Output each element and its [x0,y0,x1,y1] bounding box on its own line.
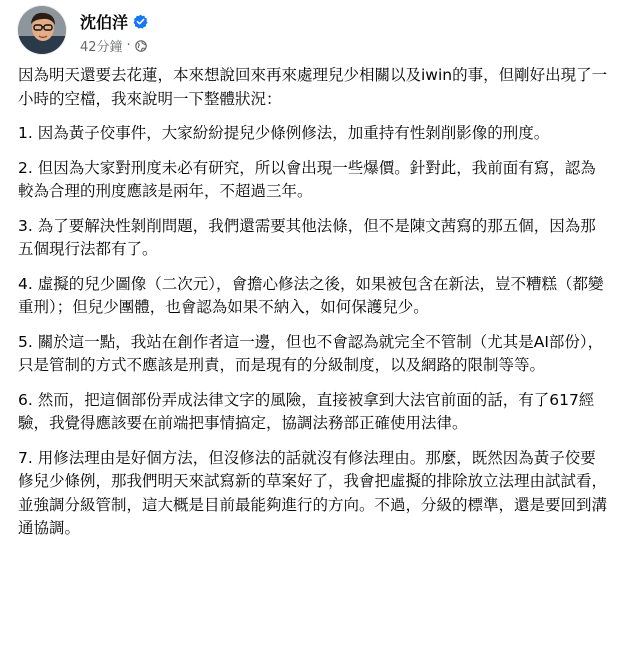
author-name-row [80,10,148,33]
post-paragraph-6: 6. 然而，把這個部份弄成法律文字的風險，直接被拿到大法官前面的話，有了617經驗，我覺得應該要在前端把事情搞定，協調法務部正確使用法律。 [18,390,595,432]
meta-separator: · [126,38,131,53]
post-timestamp[interactable]: 42分鐘 [80,40,123,55]
post-paragraph-7: 7. 用修法理由是好個方法，但沒修法的話就沒有修法理由。那麼，既然因為黃子佼要修兒少條例，那我們明天來試寫新的草案好了，我會把虛擬的排除放立法理由試試看，並強調分級管制，這大概是目前最能夠進行的方向。不過，分級的標準，還是要回到溝通協調。 [18,448,608,537]
verified-badge-icon [133,14,148,29]
author-avatar[interactable] [18,6,66,54]
post-paragraph-2: 2. 但因為大家對刑度未必有研究，所以會出現一些爆價。針對此，我前面有寫，認為較為合理的刑度應該是兩年，不超過三年。 [18,158,596,200]
post-paragraph-5: 5. 關於這一點，我站在創作者這一邊，但也不會認為就完全不管制（尤其是AI部份），只是管制的方式不應該是刑責，而是現有的分級制度，以及網路的限制等等。 [18,332,604,374]
post-body [18,64,608,552]
post-paragraph-3: 3. 為了要解決性剝削問題，我們還需要其他法條，但不是陳文茜寫的那五個，因為那五個現行法都有了。 [18,216,596,258]
post-paragraph-4: 4. 虛擬的兒少圖像（二次元），會擔心修法之後，如果被包含在新法，豈不糟糕（都變重刑）；但兒少團體，也會認為如果不納入，如何保護兒少。 [18,274,604,316]
avatar-portrait-icon [18,6,66,54]
post-meta [80,36,147,55]
author-name[interactable]: 沈伯洋 [80,13,129,32]
globe-icon[interactable] [135,40,147,52]
post-paragraph-1: 1. 因為黃子佼事件，大家紛紛提兒少條例修法，加重持有性剝削影像的刑度。 [18,124,550,142]
post-paragraph-intro: 因為明天還要去花蓮，本來想說回來再來處理兒少相關以及iwin的事，但剛好出現了一小時的空檔，我來說明一下整體狀況： [18,66,608,108]
